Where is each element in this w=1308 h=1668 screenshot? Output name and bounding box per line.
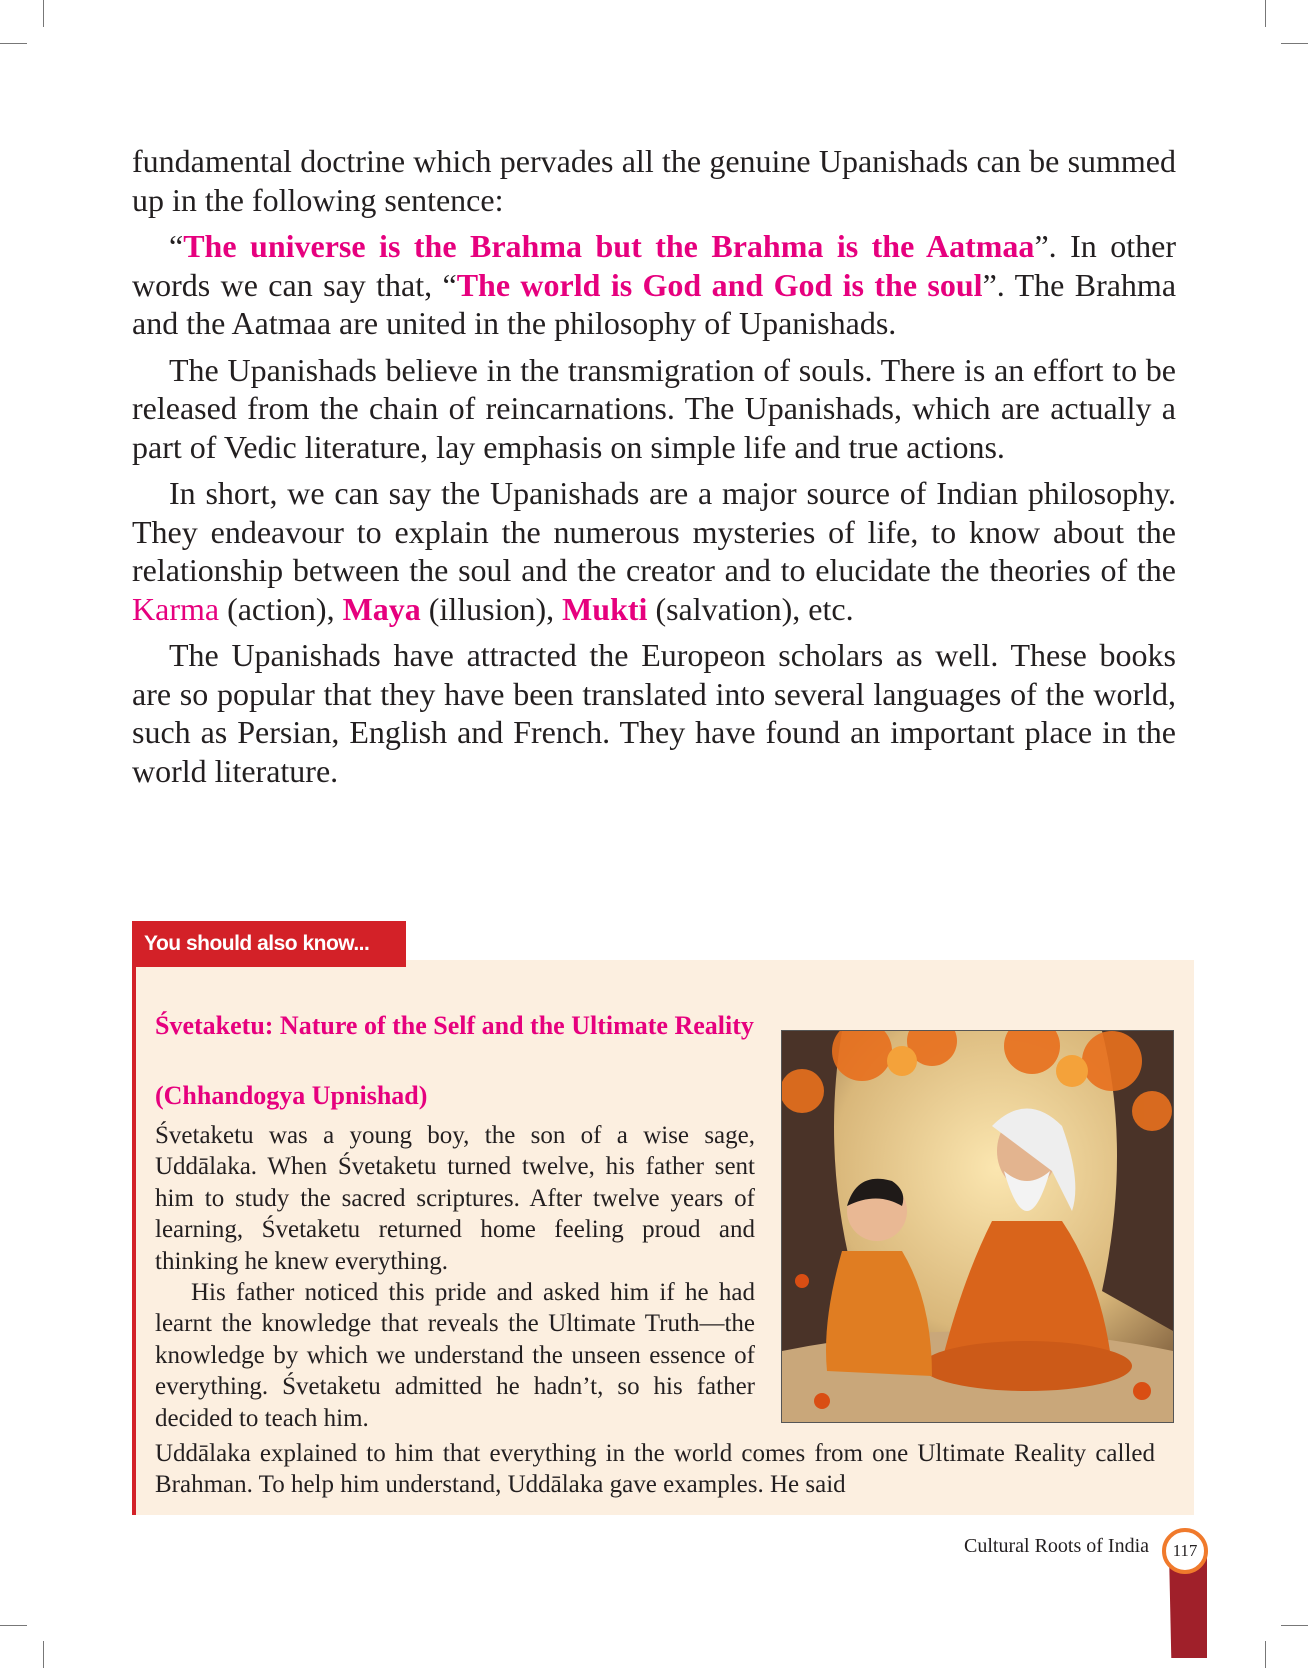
term-mukti: Mukti [562,590,648,627]
highlight-quote: The universe is the Brahma but the Brahma is the Aatmaa [183,228,1035,264]
chapter-title: Cultural Roots of India [964,1535,1149,1557]
crop-mark [1265,1641,1266,1668]
term-maya: Maya [342,590,421,627]
page-number: 117 [1162,1528,1208,1574]
crop-mark [0,1625,27,1626]
info-box-subtitle: (Chhandogya Upnishad) [155,1081,428,1110]
paragraph: His father noticed this pride and asked him if he had learnt the knowledge that reveals the Ultimate Truth—the knowledge by which we understand the unseen essence of everything. Śvetaketu admitted he hadn’t, so his father decided to teach him. [155,1279,755,1432]
text: ”. The Brahma and the Aatmaa are united in the philosophy of Upanishads. [132,266,1177,341]
paragraph: The Upanishads have attracted the Europeon scholars as well. These books are so popular that they have been translated into several languages of the world, such as Persian, English and French. They have found an important place in the world literature. [132,637,1176,789]
highlight-quote: The world is God and God is the soul [456,266,983,303]
info-box-text [155,1120,755,1434]
crop-mark [1265,0,1266,27]
main-text [132,142,1176,798]
text: In other words we can say that, “ [132,228,1177,303]
text: (salvation), etc. [647,590,854,627]
info-box-header: You should also know... [132,921,406,967]
crop-mark [1281,43,1308,44]
crop-mark [43,1641,44,1668]
illustration-sage-and-boy [781,1030,1174,1423]
text: In short, we can say the Upanishads are a major source of Indian philosophy. They endeavour to explain the numerous mysteries of life, to know about the relationship between the soul and the creator and to elucidate the theories of the [132,475,1176,588]
paragraph: The Upanishads believe in the transmigration of souls. There is an effort to be released from the chain of reincarnations. The Upanishads, which are actually a part of Vedic literature, lay emphasis on simple life and true actions. [132,351,1176,465]
term-karma: Karma [132,590,220,627]
paragraph: “The universe is the Brahma but the Brahma is the Aatmaa”. In other words we can say that, “The world is God and God is the soul”. The Brahma and the Aatmaa are united in the philosophy of Upanishads. [132,228,1177,341]
paragraph: Uddālaka explained to him that everything in the world comes from one Ultimate Reality called Brahman. To help him understand, Uddālaka gave examples. He said [155,1440,1155,1499]
text: (action), [219,590,343,627]
text: (illusion), [420,590,563,627]
paragraph: fundamental doctrine which pervades all the genuine Upanishads can be summed up in the following sentence: [132,143,1176,218]
crop-mark [43,0,44,27]
crop-mark [0,43,27,44]
info-box-title: Śvetaketu: Nature of the Self and the Ultimate Reality [155,1011,754,1040]
crop-mark [1281,1625,1308,1626]
paragraph [132,474,1176,628]
paragraph: Śvetaketu was a young boy, the son of a wise sage, Uddālaka. When Śvetaketu turned twelve, his father sent him to study the sacred scriptures. After twelve years of learning, Śvetaketu returned home feeling proud and thinking he knew everything. [155,1122,755,1275]
